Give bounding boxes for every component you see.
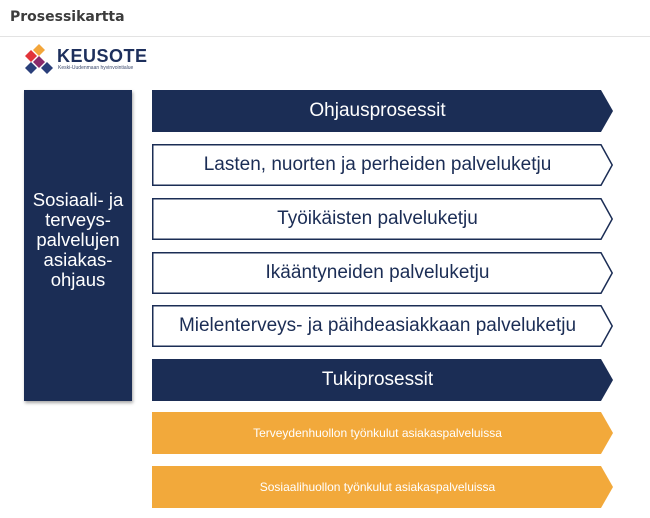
logo-tagline: Keski-Uudenmaan hyvinvointialue (58, 65, 134, 71)
chevron-chain-3 (152, 252, 613, 294)
customer-guidance-box (24, 90, 132, 401)
chevron-label: Terveydenhuollon työnkulut asiakaspalveluissa (253, 426, 502, 440)
chevron-label: Työikäisten palveluketju (277, 208, 478, 229)
logo-mark-icon (21, 41, 55, 77)
chevron-label: Lasten, nuorten ja perheiden palveluketju (203, 154, 552, 175)
chevron-label: Mielenterveys- ja päihdeasiakkaan palveluketju (178, 315, 577, 336)
chevron-support-2 (152, 466, 613, 508)
chevron-tukiprosessit (152, 359, 613, 401)
page-header (0, 0, 650, 37)
chevron-chain-1 (152, 144, 613, 186)
chevron-ohjausprosessit (152, 90, 613, 132)
chevron-label: Sosiaalihuollon työnkulut asiakaspalveluissa (259, 480, 496, 494)
customer-guidance-label: Sosiaali- ja terveys-palvelujen asiakas-ohjaus (32, 189, 124, 290)
keusote-logo (21, 41, 161, 77)
chevron-label: Tukiprosessit (321, 369, 434, 390)
chevron-chain-2 (152, 198, 613, 240)
page-title: Prosessikartta (10, 9, 125, 25)
chevron-label: Ikääntyneiden palveluketju (265, 262, 490, 283)
logo-text: KEUSOTE (57, 46, 148, 66)
chevron-label: Ohjausprosessit (309, 100, 446, 121)
chevron-chain-4 (152, 305, 613, 347)
chevron-support-1 (152, 412, 613, 454)
